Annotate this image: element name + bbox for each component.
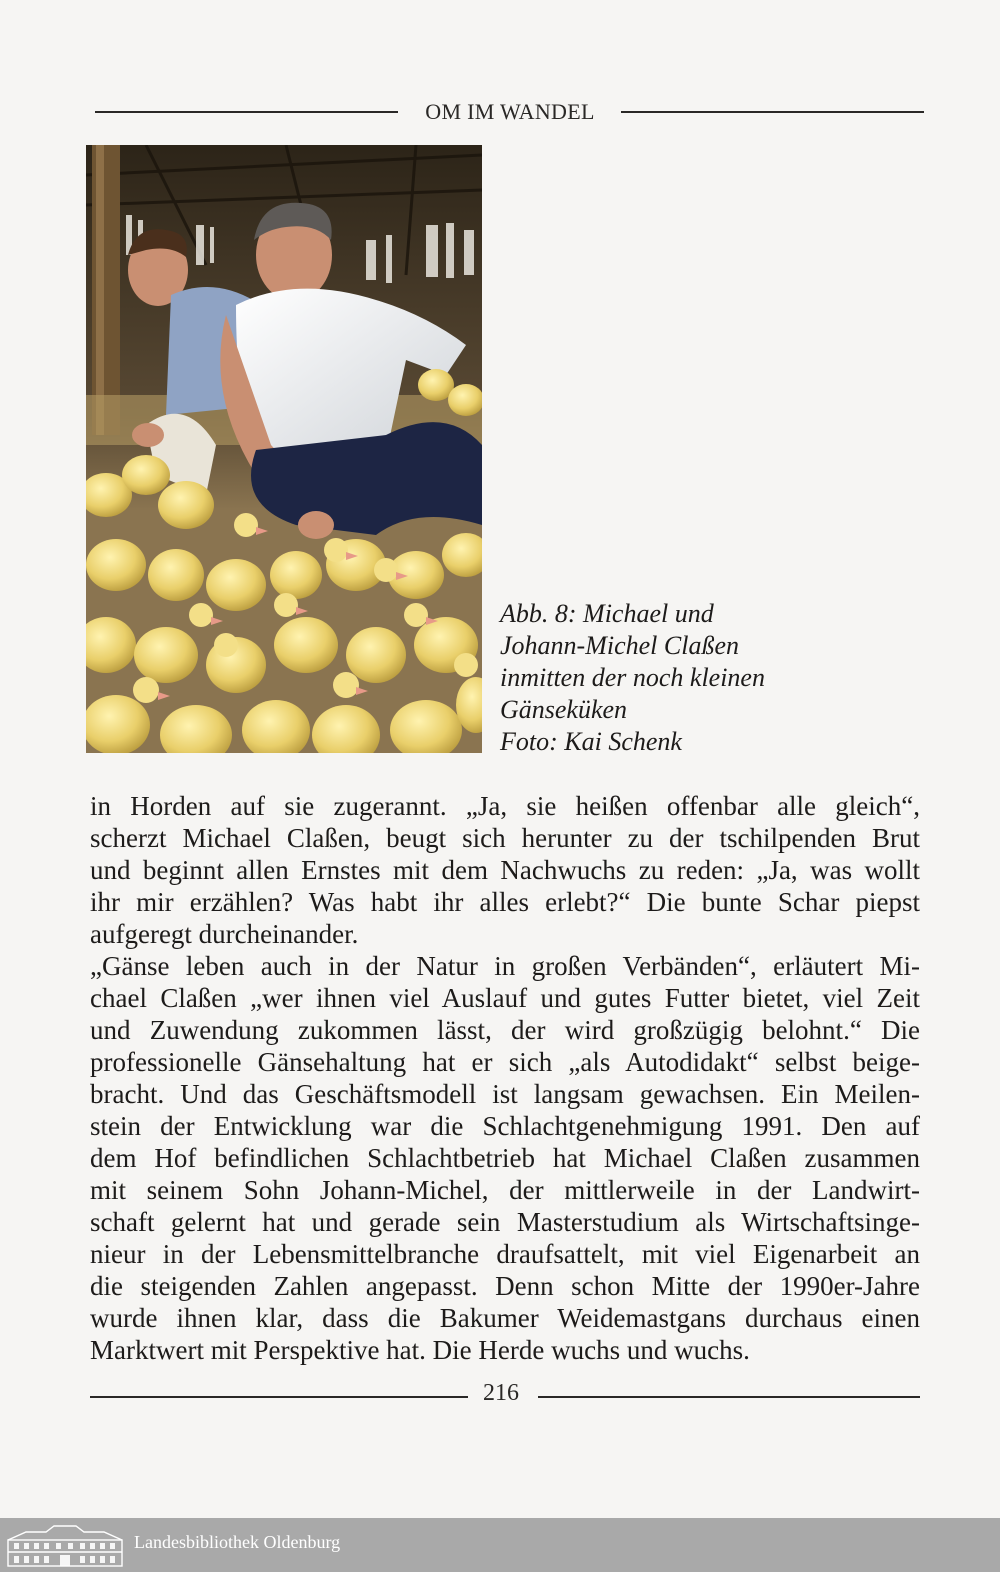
text-line: chael Claßen „wer ihnen viel Auslauf und gutes Futter bietet, viel Zeit bbox=[90, 983, 920, 1013]
page-number: 216 bbox=[483, 1380, 519, 1406]
text-line: und Zuwendung zukommen lässt, der wird großzügig belohnt.“ Die bbox=[90, 1015, 920, 1045]
library-building-icon bbox=[6, 1522, 124, 1568]
library-name: Landesbibliothek Oldenburg bbox=[134, 1532, 341, 1552]
figure-photo bbox=[86, 145, 482, 753]
caption-line: Abb. 8: Michael und bbox=[500, 599, 714, 628]
text-line: wurde ihnen klar, dass die Bakumer Weidemastgans durchaus einen bbox=[90, 1303, 920, 1333]
text-line: dem Hof befindlichen Schlachtbetrieb hat Michael Claßen zusammen bbox=[90, 1143, 920, 1173]
footer-rule-left bbox=[90, 1396, 468, 1398]
running-head: OM IM WANDEL bbox=[425, 99, 595, 124]
header-rule-left bbox=[95, 111, 398, 113]
text-line: aufgeregt durcheinander. bbox=[90, 919, 359, 949]
text-line: die steigenden Zahlen angepasst. Denn schon Mitte der 1990er-Jahre bbox=[90, 1271, 920, 1301]
text-line: schaft gelernt hat und gerade sein Masterstudium als Wirtschaftsinge- bbox=[90, 1207, 920, 1237]
text-line: bracht. Und das Geschäftsmodell ist langsam gewachsen. Ein Meilen- bbox=[90, 1079, 920, 1109]
body-text bbox=[90, 790, 920, 1366]
text-line: „Gänse leben auch in der Natur in großen Verbänden“, erläutert Mi- bbox=[90, 951, 920, 981]
text-line: stein der Entwicklung war die Schlachtgenehmigung 1991. Den auf bbox=[90, 1111, 920, 1141]
text-line: mit seinem Sohn Johann-Michel, der mittlerweile in der Landwirt- bbox=[90, 1175, 920, 1205]
caption-line: inmitten der noch kleinen bbox=[500, 663, 765, 692]
text-line: und beginnt allen Ernstes mit dem Nachwuchs zu reden: „Ja, was wollt bbox=[90, 855, 920, 885]
text-line: in Horden auf sie zugerannt. „Ja, sie heißen offenbar alle gleich“, bbox=[90, 791, 920, 821]
text-line: professionelle Gänsehaltung hat er sich „als Autodidakt“ selbst beige- bbox=[90, 1047, 920, 1077]
caption-line: Johann-Michel Claßen bbox=[500, 631, 739, 660]
caption-credit: Foto: Kai Schenk bbox=[500, 727, 682, 756]
farmers-with-goslings-photo bbox=[86, 145, 482, 753]
library-footer bbox=[0, 1518, 1000, 1572]
text-line: nieur in der Lebensmittelbranche draufsattelt, mit viel Eigenarbeit an bbox=[90, 1239, 920, 1269]
text-line: Marktwert mit Perspektive hat. Die Herde wuchs und wuchs. bbox=[90, 1335, 750, 1365]
figure-caption bbox=[500, 598, 820, 758]
footer-rule-right bbox=[538, 1396, 920, 1398]
caption-line: Gänseküken bbox=[500, 695, 628, 724]
text-line: scherzt Michael Claßen, beugt sich herunter zu der tschilpenden Brut bbox=[90, 823, 920, 853]
text-line: ihr mir erzählen? Was habt ihr alles erlebt?“ Die bunte Schar piepst bbox=[90, 887, 920, 917]
header-rule-right bbox=[621, 111, 924, 113]
